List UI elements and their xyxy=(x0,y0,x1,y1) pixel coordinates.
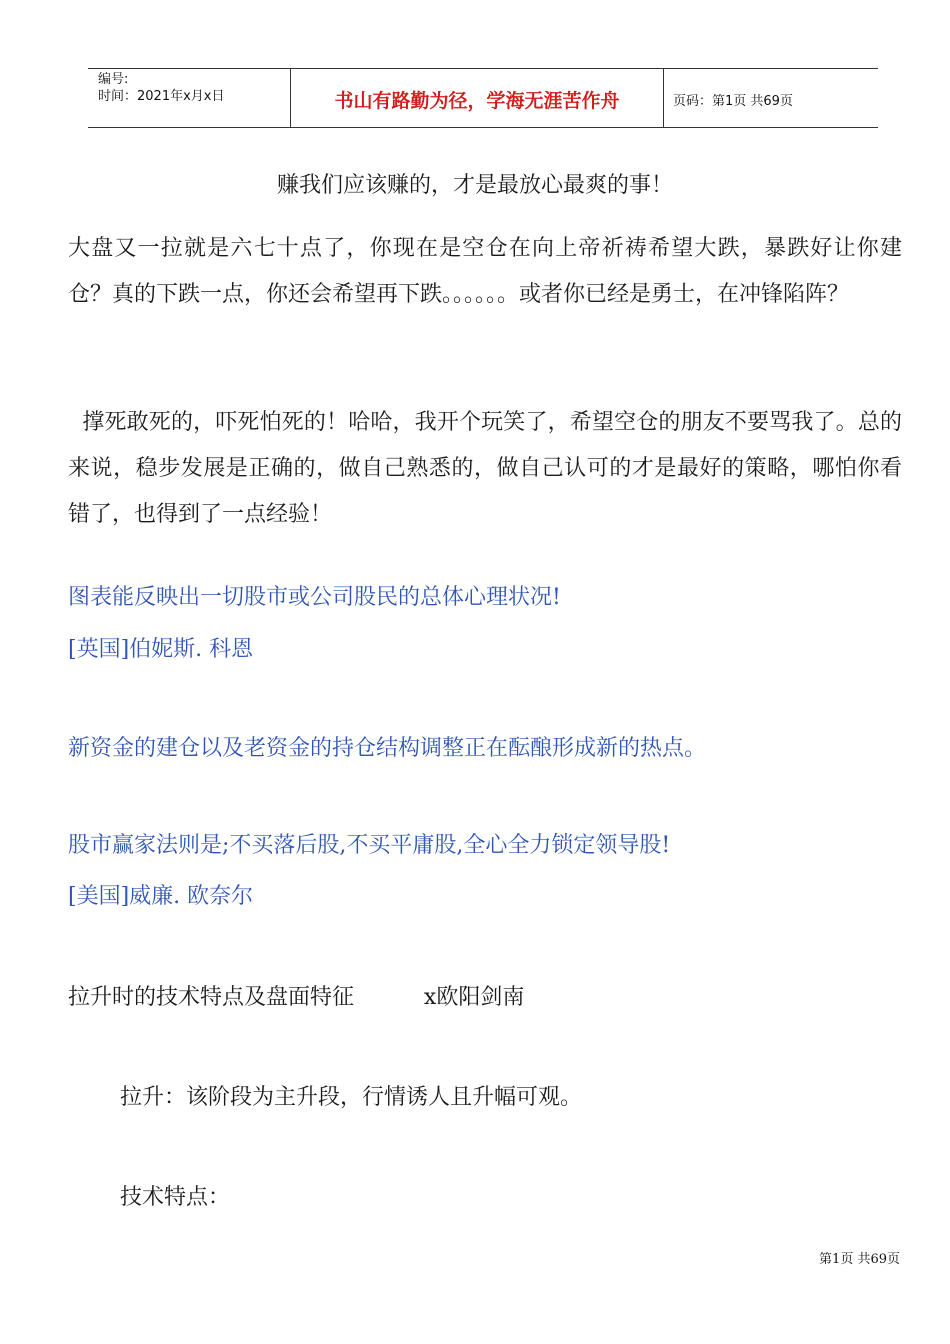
page-header xyxy=(88,68,878,128)
doc-time: 时间：2021年x月x日 xyxy=(98,89,225,104)
quote-author: [美国]威廉. 欧奈尔 xyxy=(68,884,254,909)
header-motto: 书山有路勤为径，学海无涯苦作舟 xyxy=(334,90,620,112)
quote-text: 股市赢家法则是;不买落后股,不买平庸股,全心全力锁定领导股! xyxy=(68,833,671,858)
quote-text: 图表能反映出一切股市或公司股民的总体心理状况! xyxy=(68,585,561,610)
paragraph-2: 撑死敢死的，吓死怕死的！哈哈，我开个玩笑了，希望空仓的朋友不要骂我了。总的来说，稳步发展是正确的，做自己熟悉的，做自己认可的才是最好的策略，哪怕你看错了，也得到了一点经验！ xyxy=(68,410,902,527)
doc-number-label: 编号: xyxy=(98,72,129,87)
footer-page-info: 第1页 共69页 xyxy=(819,1252,900,1267)
tech-features-label: 技术特点： xyxy=(120,1185,231,1210)
quote-author: [英国]伯妮斯. 科恩 xyxy=(68,637,254,662)
header-divider xyxy=(663,69,664,128)
paragraph-1: 大盘又一拉就是六七十点了，你现在是空仓在向上帝祈祷希望大跌，暴跌好让你建仓？真的下跌一点，你还会希望再下跌。。。。。。或者你已经是勇士，在冲锋陷阵？ xyxy=(68,236,902,307)
header-meta xyxy=(98,71,224,105)
header-page-info: 页码：第1页 共69页 xyxy=(673,94,793,109)
quote-text: 新资金的建仓以及老资金的持仓结构调整正在酝酿形成新的热点。 xyxy=(68,736,707,761)
section-intro: 拉升：该阶段为主升段，行情诱人且升幅可观。 xyxy=(120,1085,583,1110)
section-heading: 拉升时的技术特点及盘面特征 x欧阳剑南 xyxy=(68,985,525,1010)
article-title: 赚我们应该赚的，才是最放心最爽的事！ xyxy=(276,173,673,198)
